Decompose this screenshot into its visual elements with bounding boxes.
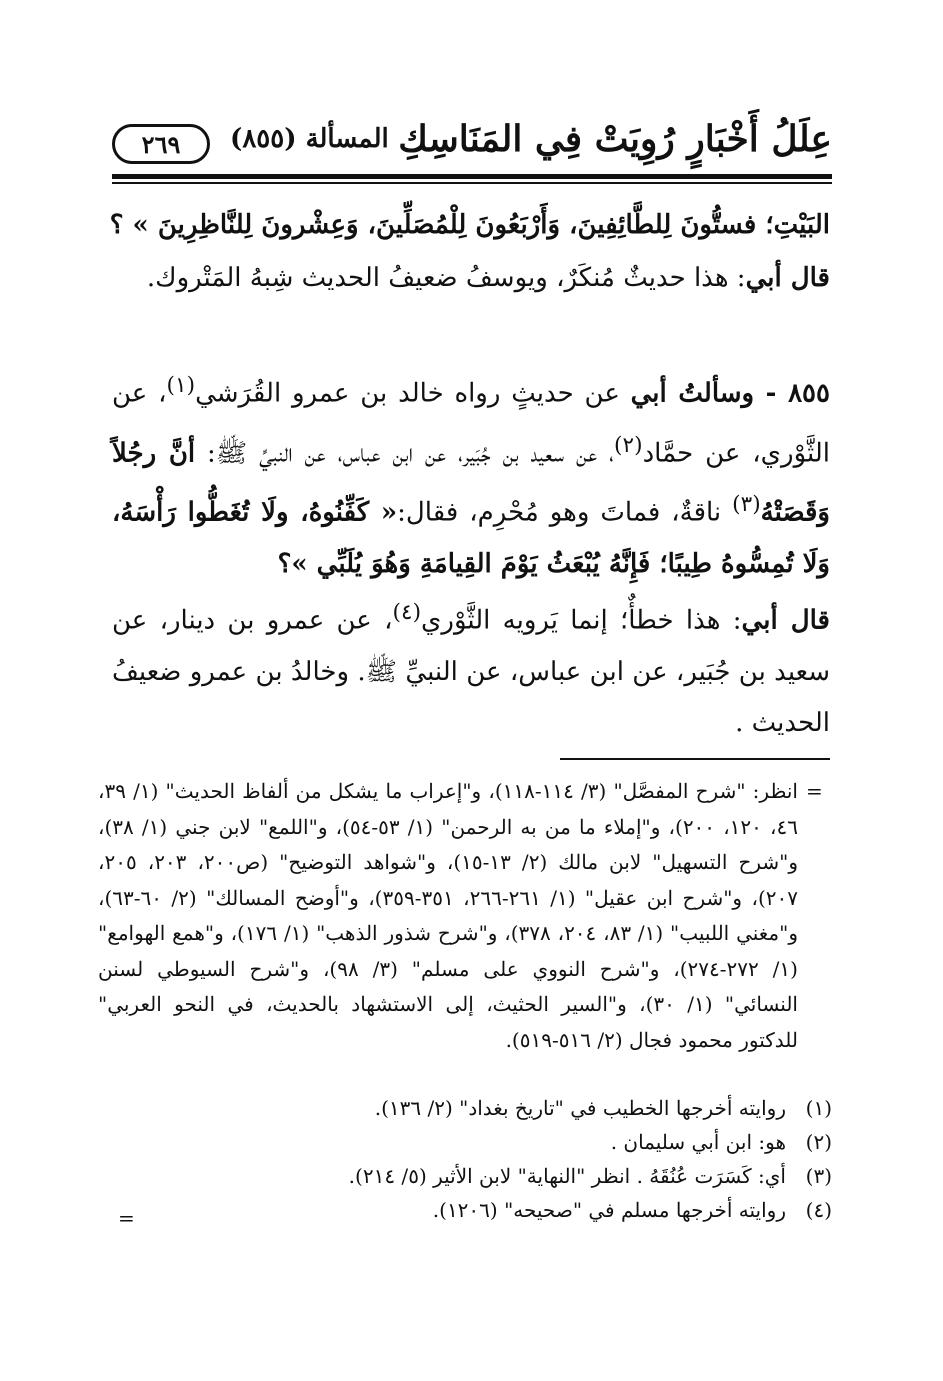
footnote-continuation-marker: = <box>806 779 823 803</box>
narration-3-bold-b: « كَفِّنُوهُ، ولَا تُغَطُّوا رَأْسَهُ، وَلَا تُمِسُّوهُ طِيبًا؛ فَإِنَّهُ يُبْعَثُ يَوْمَ القِيامَةِ وَهُوَ يُلَبِّي »؟ <box>112 497 830 579</box>
narration-4-text-a: : هذا خطأٌ؛ إنما يَرويه الثَّوْري <box>421 605 742 636</box>
narration-2-lead: قال أبي <box>745 263 830 293</box>
narration-3-text-b: ، عن الثَّوْري، عن حمَّاد <box>112 378 831 469</box>
header-rule-thin <box>112 182 832 184</box>
footnote-text: أي: كَسَرَت عُنُقَهُ . انظر "النهاية" لابن الأثير (٥/ ٢١٤). <box>348 1164 786 1188</box>
footnote-text: روايته أخرجها مسلم في "صحيحه" (١٢٠٦). <box>432 1198 786 1222</box>
footnote-item <box>112 1125 832 1159</box>
footnote-text: روايته أخرجها الخطيب في "تاريخ بغداد" (٢/ ١٣٦). <box>374 1096 786 1120</box>
narration-3-text-c: ، عن سعيد بن جُبَير، عن ابن عباس، عن النبيِّ ﷺ: <box>195 438 615 469</box>
narration-3-text-a: عن حديثٍ رواه خالد بن عمرو القُرَشي <box>195 378 631 409</box>
narration-4-lead: قال أبي <box>741 605 830 636</box>
header-rule-thick <box>112 174 832 179</box>
narration-1: البَيْتِ؛ فستُّونَ لِلطَّائِفِينَ، وَأَرْبَعُونَ لِلْمُصَلِّينَ، وَعِشْرونَ لِلنَّاظِرِينَ » ؟ <box>109 210 830 240</box>
narration-3-text-d: ناقةٌ، فماتَ وهو مُحْرِم، فقال: <box>397 497 733 528</box>
footnote-continuation: انظر: "شرح المفصَّل" (٣/ ١١٤-١١٨)، و"إعراب ما يشكل من ألفاظ الحديث" (١/ ٣٩، ٤٦، ١٢٠، ٢٠٠)، و"إملاء ما من به الرحمن" (١/ ٥٣-٥٤)، و"اللمع" لابن جني (١/ ٣٨)، و"شرح التسهيل" لابن مالك (٢/ ١٣-١٥)، و"شواهد التوضيح" (ص٢٠٠، ٢٠٣، ٢٠٥، ٢٠٧)، و"شرح ابن عقيل" (١/ ٢٦١-٢٦٦، ٣٥١-٣٥٩)، و"أوضح المسالك" (٢/ ٦٠-٦٣)، و"مغني اللبيب" (١/ ٨٣، ٢٠٤، ٣٧٨)، و"شرح شذور الذهب" (١/ ١٧٦)، و"همع الهوامع" (١/ ٢٧٢-٢٧٤)، و"شرح النووي على مسلم" (٣/ ٩٨)، و"شرح السيوطي لسنن النسائي" (١/ ٣٠)، و"السير الحثيث، إلى الاستشهاد بالحديث، في النحو العربي" للدكتور محمود فجال (٢/ ٥١٦-٥١٩). <box>98 779 799 1052</box>
footnote-number: (٣) <box>805 1164 832 1188</box>
footnote-item <box>112 1159 832 1193</box>
footnote-ref-1: (١) <box>166 373 196 398</box>
issue-label: المسألة (٨٥٥) <box>230 124 389 154</box>
page-number: ٢٦٩ <box>141 129 181 159</box>
footnote-number: (١) <box>805 1096 832 1120</box>
footnote-item <box>112 1091 832 1125</box>
footnote-separator <box>560 758 830 760</box>
footnote-number: (٢) <box>805 1130 832 1154</box>
footnote-number: (٤) <box>805 1198 832 1222</box>
narration-3-bold-a: أنَّ رجُلاً وَقَصَتْهُ <box>112 438 830 528</box>
narration-3 <box>112 360 830 590</box>
footnote-ref-3: (٣) <box>732 492 761 518</box>
footnote-list <box>112 1091 832 1227</box>
footnote-ref-2: (٢) <box>614 432 643 458</box>
page-header <box>112 112 832 170</box>
narration-2-text: : هذا حديثٌ مُنكَرٌ، ويوسفُ ضعيفُ الحديث شِبهُ المَتْروك. <box>146 263 746 293</box>
narration-4-text-b: ، عن عمرو بن دينار، عن سعيد بن جُبَير، عن ابن عباس، عن النبيِّ ﷺ. وخالدُ بن عمرو ضعيفُ الحديث . <box>112 605 830 738</box>
footnote-ref-4: (٤) <box>392 600 422 625</box>
page-number-badge <box>112 124 210 164</box>
narration-4 <box>112 587 830 749</box>
footnote-text: هو: ابن أبي سليمان . <box>610 1130 786 1154</box>
book-title: عِلَلُ أَخْبَارٍ رُوِيَتْ فِي المَنَاسِكِ <box>398 118 832 160</box>
narration-3-lead: ٨٥٥ - وسألتُ أبي <box>630 378 830 409</box>
narration-2 <box>112 253 830 304</box>
footnote-continues-marker: = <box>118 1206 135 1230</box>
footnote-item <box>112 1193 832 1227</box>
